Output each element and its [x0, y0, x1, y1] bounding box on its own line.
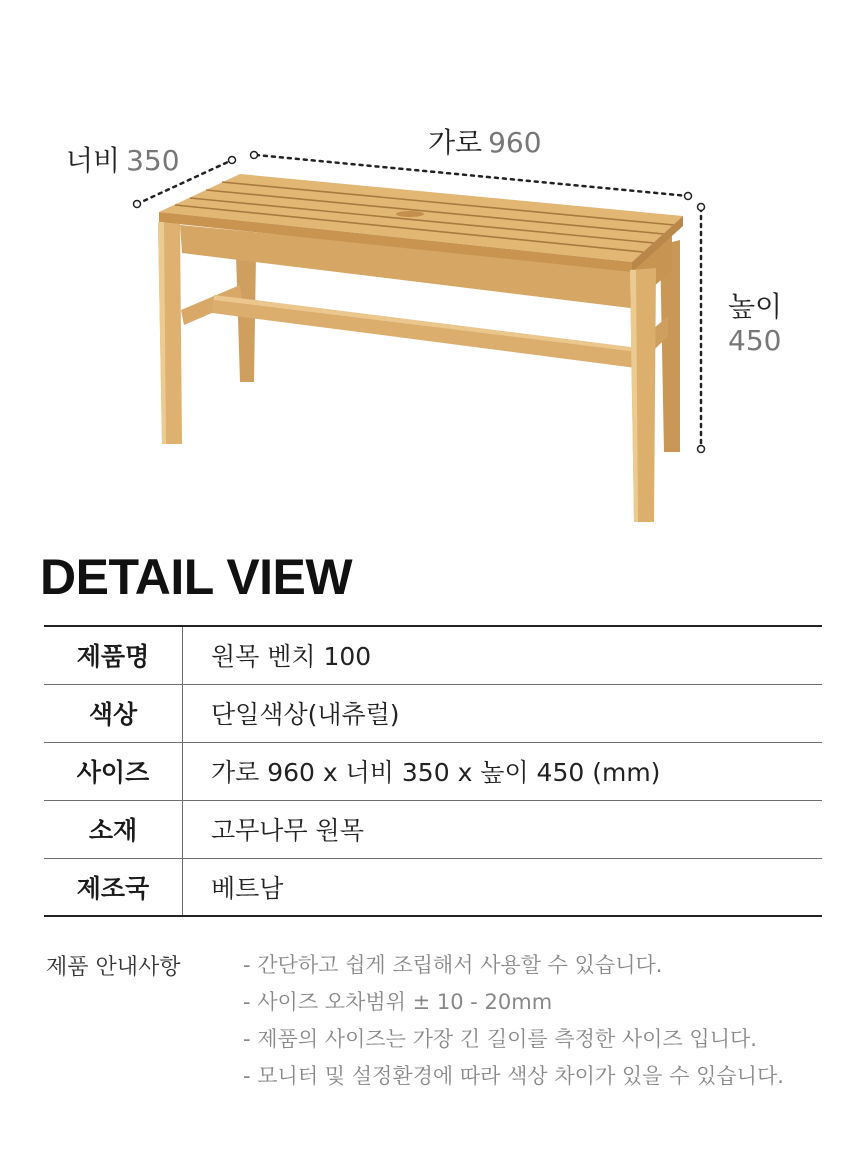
dimension-width-label: 너비 [66, 144, 121, 177]
table-row [44, 626, 822, 684]
dimension-width-value: 350 [126, 144, 180, 177]
dimension-height-value: 450 [728, 324, 782, 357]
spec-value: 베트남 [211, 873, 284, 903]
spec-label: 색상 [44, 684, 183, 742]
dimension-length [428, 126, 542, 160]
spec-label: 소재 [44, 800, 183, 858]
table-row [44, 684, 822, 742]
spec-value: 가로 960 x 너비 350 x 높이 450 (mm) [211, 758, 661, 787]
spec-label: 사이즈 [44, 742, 183, 800]
list-item: - 사이즈 오차범위 ± 10 - 20mm [243, 990, 553, 1014]
spec-label: 제조국 [44, 858, 183, 916]
dimension-length-label: 가로 [428, 126, 483, 159]
notes-list [243, 950, 784, 1098]
bench-illustration [0, 0, 860, 560]
dimension-height-label: 높이 [728, 290, 783, 323]
table-row [44, 742, 822, 800]
bench [158, 174, 683, 522]
spec-table [44, 625, 822, 917]
dimension-width [66, 144, 180, 178]
spec-value: 단일색상(내츄럴) [211, 700, 400, 729]
dimension-length-value: 960 [488, 126, 542, 159]
list-item: - 간단하고 쉽게 조립해서 사용할 수 있습니다. [243, 953, 663, 977]
section-heading: DETAIL VIEW [40, 549, 353, 605]
table-row [44, 858, 822, 916]
product-figure [0, 0, 860, 560]
dimension-height [728, 290, 782, 358]
spec-value: 고무나무 원목 [211, 816, 364, 845]
list-item: - 모니터 및 설정환경에 따라 색상 차이가 있을 수 있습니다. [243, 1064, 784, 1088]
list-item: - 제품의 사이즈는 가장 긴 길이를 측정한 사이즈 입니다. [243, 1027, 757, 1051]
spec-value: 원목 벤치 100 [211, 642, 372, 672]
notes-title: 제품 안내사항 [46, 955, 181, 980]
table-row [44, 800, 822, 858]
spec-label: 제품명 [44, 626, 183, 684]
